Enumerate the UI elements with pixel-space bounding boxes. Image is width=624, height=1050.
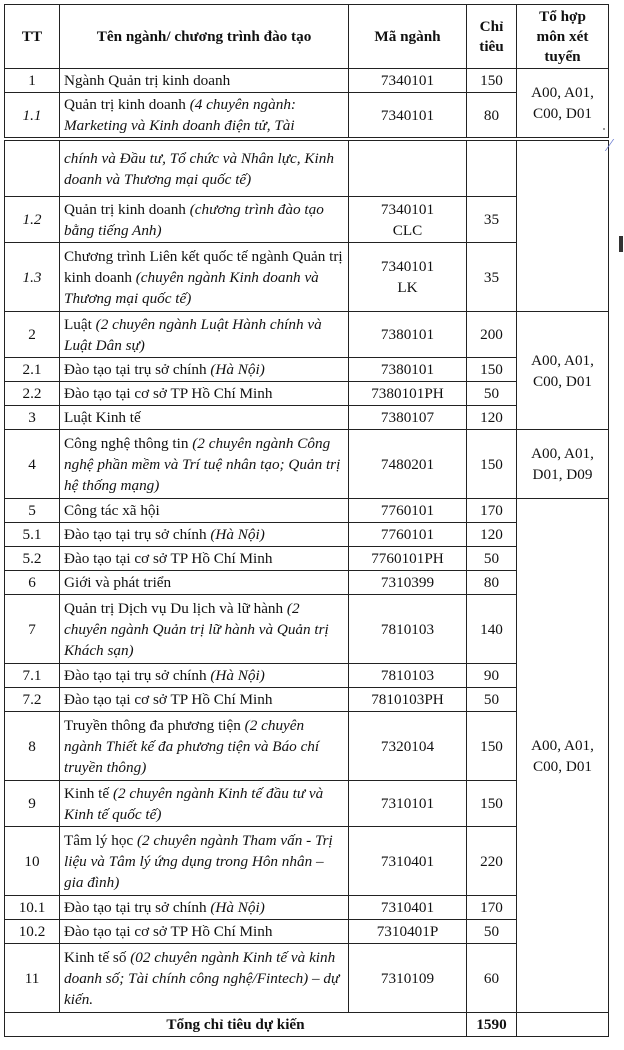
major-code-line: 7310101 bbox=[380, 795, 435, 812]
program-name-text: Kinh tế bbox=[64, 784, 113, 802]
major-code-line: 7320104 bbox=[380, 737, 435, 755]
major-code-line: 7310401 bbox=[380, 899, 435, 916]
major-code-line: CLC bbox=[392, 221, 423, 239]
program-name-text: Quản trị kinh doanh bbox=[64, 96, 190, 113]
program-name-text: Đào tạo tại trụ sở chính bbox=[64, 526, 211, 543]
program-name-text: Quản trị Dịch vụ Du lịch và lữ hành bbox=[64, 599, 287, 617]
cell-quota bbox=[467, 141, 517, 197]
cell-quota: 60 bbox=[467, 944, 517, 1013]
cell-quota: 50 bbox=[467, 688, 517, 712]
margin-bar-mark bbox=[619, 236, 623, 252]
cell-quota: 150 bbox=[467, 430, 517, 499]
cell-major-code bbox=[349, 547, 467, 571]
major-code-line: 7380101 bbox=[380, 361, 435, 378]
major-code-line: 7340101 bbox=[380, 72, 435, 89]
cell-quota: 90 bbox=[467, 664, 517, 688]
program-name-note: (4 chuyên ngành: Marketing và Kinh doanh điện tử, Tài bbox=[64, 96, 296, 134]
cell-tt: 8 bbox=[5, 712, 60, 781]
cell-tt bbox=[5, 141, 60, 197]
program-name-text: Quản trị kinh doanh bbox=[64, 200, 190, 218]
program-name-text: Đào tạo tại cơ sở TP Hồ Chí Minh bbox=[64, 550, 273, 567]
major-code-line: 7310401P bbox=[376, 923, 439, 940]
cell-program-name bbox=[60, 197, 349, 243]
cell-quota: 35 bbox=[467, 197, 517, 243]
cell-program-name bbox=[60, 944, 349, 1013]
cell-subject-combination bbox=[517, 430, 609, 499]
cell-major-code bbox=[349, 406, 467, 430]
cell-major-code bbox=[349, 243, 467, 312]
cell-quota: 170 bbox=[467, 499, 517, 523]
combo-line: C00, D01 bbox=[532, 372, 593, 390]
header-subject-combination: Tổ hợp môn xét tuyển bbox=[517, 5, 609, 69]
cell-program-name bbox=[60, 382, 349, 406]
cell-tt: 2.2 bbox=[5, 382, 60, 406]
combo-line: C00, D01 bbox=[532, 757, 593, 775]
cell-tt: 5.1 bbox=[5, 523, 60, 547]
table-row bbox=[5, 499, 609, 523]
major-code-line: 7810103PH bbox=[371, 691, 444, 708]
cell-tt: 4 bbox=[5, 430, 60, 499]
scan-speck bbox=[603, 128, 605, 130]
program-name-text: Kinh tế số bbox=[64, 948, 131, 966]
cell-major-code bbox=[349, 358, 467, 382]
cell-tt: 10 bbox=[5, 827, 60, 896]
program-name-note: (02 chuyên ngành Kinh tế và kinh doanh số; Tài chính công nghệ/Fintech) – dự kiến. bbox=[64, 948, 340, 1008]
cell-program-name bbox=[60, 920, 349, 944]
cell-program-name bbox=[60, 69, 349, 93]
program-name-note: (Hà Nội) bbox=[210, 361, 265, 378]
cell-tt: 10.1 bbox=[5, 896, 60, 920]
cell-program-name bbox=[60, 595, 349, 664]
margin-pen-mark: ⁄ bbox=[608, 135, 612, 155]
cell-program-name bbox=[60, 688, 349, 712]
cell-program-name bbox=[60, 781, 349, 827]
program-name-text: Đào tạo tại trụ sở chính bbox=[64, 361, 211, 378]
cell-subject-combination bbox=[517, 499, 609, 1013]
program-name-text: Luật Kinh tế bbox=[64, 409, 141, 426]
cell-program-name bbox=[60, 93, 349, 138]
program-name-note: (2 chuyên ngành Thiết kế đa phương tiện và Báo chí truyền thông) bbox=[64, 716, 320, 776]
program-name-note: (chuyên ngành Kinh doanh và Thương mại quốc tế) bbox=[64, 268, 319, 307]
cell-tt: 7.1 bbox=[5, 664, 60, 688]
combo-line: D01, D09 bbox=[532, 466, 593, 483]
cell-program-name bbox=[60, 358, 349, 382]
program-name-note: (2 chuyên ngành Kinh tế đầu tư và Kinh tế quốc tế) bbox=[64, 784, 324, 823]
total-empty-cell bbox=[517, 1013, 609, 1037]
cell-program-name bbox=[60, 406, 349, 430]
program-name-note: chính và Đầu tư, Tổ chức và Nhân lực, Kinh doanh và Thương mại quốc tế) bbox=[64, 149, 334, 188]
cell-major-code bbox=[349, 69, 467, 93]
header-program-name: Tên ngành/ chương trình đào tạo bbox=[60, 5, 349, 69]
cell-major-code bbox=[349, 896, 467, 920]
total-row bbox=[5, 1013, 609, 1037]
major-code-line: 7380101PH bbox=[371, 385, 444, 402]
program-name-text: Công nghệ thông tin bbox=[64, 434, 193, 452]
cell-major-code bbox=[349, 781, 467, 827]
cell-major-code bbox=[349, 499, 467, 523]
cell-major-code bbox=[349, 312, 467, 358]
major-code-line: 7380101 bbox=[380, 326, 435, 343]
combo-line: A00, A01, bbox=[531, 736, 594, 754]
program-name-note: (Hà Nội) bbox=[210, 667, 265, 684]
program-name-text: Công tác xã hội bbox=[64, 502, 160, 519]
program-name-text: Luật bbox=[64, 315, 96, 333]
program-name-note: (2 chuyên ngành Công nghệ phần mềm và Trí tuệ nhân tạo; Quản trị hệ thống mạng) bbox=[64, 434, 341, 494]
cell-program-name bbox=[60, 896, 349, 920]
table-row bbox=[5, 141, 609, 197]
cell-tt: 2 bbox=[5, 312, 60, 358]
cell-quota: 50 bbox=[467, 547, 517, 571]
program-name-note: (Hà Nội) bbox=[210, 526, 265, 543]
cell-tt: 6 bbox=[5, 571, 60, 595]
cell-subject-combination bbox=[517, 312, 609, 430]
cell-tt: 3 bbox=[5, 406, 60, 430]
header-major-code: Mã ngành bbox=[349, 5, 467, 69]
cell-major-code bbox=[349, 197, 467, 243]
cell-quota: 140 bbox=[467, 595, 517, 664]
combo-line: A00, A01, bbox=[531, 84, 594, 101]
major-code-line: 7810103 bbox=[380, 667, 435, 684]
cell-major-code bbox=[349, 523, 467, 547]
major-code-line: 7810103 bbox=[380, 620, 435, 638]
cell-major-code bbox=[349, 141, 467, 197]
cell-tt: 10.2 bbox=[5, 920, 60, 944]
program-name-text: Chương trình Liên kết quốc tế ngành Quản trị kinh doanh bbox=[64, 247, 343, 286]
major-code-line: 7760101 bbox=[380, 502, 435, 519]
cell-program-name bbox=[60, 499, 349, 523]
cell-tt: 1.2 bbox=[5, 197, 60, 243]
major-code-line: 7310401 bbox=[380, 852, 435, 870]
major-code-line: 7760101 bbox=[380, 526, 435, 543]
cell-major-code bbox=[349, 920, 467, 944]
total-value: 1590 bbox=[467, 1013, 517, 1037]
major-code-line: 7480201 bbox=[380, 455, 435, 473]
program-name-text: Đào tạo tại trụ sở chính bbox=[64, 899, 211, 916]
program-name-text: Đào tạo tại trụ sở chính bbox=[64, 667, 211, 684]
program-name-text: Đào tạo tại cơ sở TP Hồ Chí Minh bbox=[64, 923, 273, 940]
major-code-line: 7310109 bbox=[380, 969, 435, 987]
cell-tt: 1.1 bbox=[5, 93, 60, 138]
cell-quota: 220 bbox=[467, 827, 517, 896]
cell-quota: 150 bbox=[467, 69, 517, 93]
program-name-note: (2 chuyên ngành Luật Hành chính và Luật Dân sự) bbox=[64, 315, 322, 354]
cell-program-name bbox=[60, 827, 349, 896]
major-code-line: 7340101 bbox=[380, 258, 435, 275]
cell-quota: 150 bbox=[467, 358, 517, 382]
cell-quota: 80 bbox=[467, 571, 517, 595]
major-code-line: 7340101 bbox=[380, 106, 435, 124]
cell-program-name bbox=[60, 664, 349, 688]
major-code-line: 7340101 bbox=[380, 200, 435, 218]
cell-program-name bbox=[60, 523, 349, 547]
combo-line: A00, A01, bbox=[531, 445, 594, 462]
cell-major-code bbox=[349, 382, 467, 406]
cell-quota: 80 bbox=[467, 93, 517, 138]
major-code-line: 7310399 bbox=[380, 574, 435, 591]
admission-table-header-part bbox=[4, 4, 609, 138]
admission-table-main-part bbox=[4, 140, 609, 1037]
cell-program-name bbox=[60, 547, 349, 571]
program-name-text: Truyền thông đa phương tiện bbox=[64, 716, 245, 734]
cell-major-code bbox=[349, 827, 467, 896]
program-name-text: Đào tạo tại cơ sở TP Hồ Chí Minh bbox=[64, 385, 273, 402]
program-name-text: Ngành Quản trị kinh doanh bbox=[64, 72, 231, 89]
table-header-row bbox=[5, 5, 609, 69]
cell-tt: 9 bbox=[5, 781, 60, 827]
cell-major-code bbox=[349, 595, 467, 664]
cell-quota: 50 bbox=[467, 382, 517, 406]
program-name-text: Đào tạo tại cơ sở TP Hồ Chí Minh bbox=[64, 691, 273, 708]
cell-tt: 7.2 bbox=[5, 688, 60, 712]
program-name-note: (2 chuyên ngành Tham vấn - Trị liệu và Tâm lý ứng dụng trong Hôn nhân – gia đình) bbox=[64, 831, 333, 891]
cell-program-name bbox=[60, 141, 349, 197]
cell-major-code bbox=[349, 430, 467, 499]
cell-quota: 120 bbox=[467, 523, 517, 547]
cell-tt: 2.1 bbox=[5, 358, 60, 382]
cell-quota: 150 bbox=[467, 781, 517, 827]
cell-major-code bbox=[349, 688, 467, 712]
cell-program-name bbox=[60, 571, 349, 595]
cell-quota: 50 bbox=[467, 920, 517, 944]
major-code-line: LK bbox=[397, 279, 418, 296]
major-code-line: 7760101PH bbox=[371, 550, 444, 567]
cell-tt: 11 bbox=[5, 944, 60, 1013]
cell-major-code bbox=[349, 571, 467, 595]
cell-tt: 1 bbox=[5, 69, 60, 93]
cell-major-code bbox=[349, 944, 467, 1013]
table-row bbox=[5, 69, 609, 93]
cell-quota: 150 bbox=[467, 712, 517, 781]
table-row bbox=[5, 430, 609, 499]
cell-program-name bbox=[60, 430, 349, 499]
cell-subject-combination bbox=[517, 141, 609, 312]
cell-tt: 7 bbox=[5, 595, 60, 664]
cell-quota: 120 bbox=[467, 406, 517, 430]
cell-program-name bbox=[60, 243, 349, 312]
cell-program-name bbox=[60, 712, 349, 781]
program-name-note: (Hà Nội) bbox=[210, 899, 265, 916]
header-tt: TT bbox=[5, 5, 60, 69]
cell-quota: 200 bbox=[467, 312, 517, 358]
combo-line: A00, A01, bbox=[531, 351, 594, 369]
cell-tt: 1.3 bbox=[5, 243, 60, 312]
program-name-note: (2 chuyên ngành Quản trị lữ hành và Quản trị Khách sạn) bbox=[64, 599, 329, 659]
cell-tt: 5 bbox=[5, 499, 60, 523]
program-name-text: Giới và phát triển bbox=[64, 574, 172, 591]
cell-program-name bbox=[60, 312, 349, 358]
header-quota: Chỉ tiêu bbox=[467, 5, 517, 69]
table-row bbox=[5, 312, 609, 358]
cell-major-code bbox=[349, 664, 467, 688]
cell-tt: 5.2 bbox=[5, 547, 60, 571]
total-label: Tổng chỉ tiêu dự kiến bbox=[5, 1013, 467, 1037]
cell-subject-combination bbox=[517, 69, 609, 138]
combo-line: C00, D01 bbox=[532, 105, 593, 122]
program-name-text: Tâm lý học bbox=[64, 831, 137, 849]
program-name-note: (chương trình đào tạo bằng tiếng Anh) bbox=[64, 200, 324, 239]
major-code-line: 7380107 bbox=[380, 409, 435, 426]
cell-quota: 170 bbox=[467, 896, 517, 920]
cell-major-code bbox=[349, 712, 467, 781]
cell-quota: 35 bbox=[467, 243, 517, 312]
cell-major-code bbox=[349, 93, 467, 138]
